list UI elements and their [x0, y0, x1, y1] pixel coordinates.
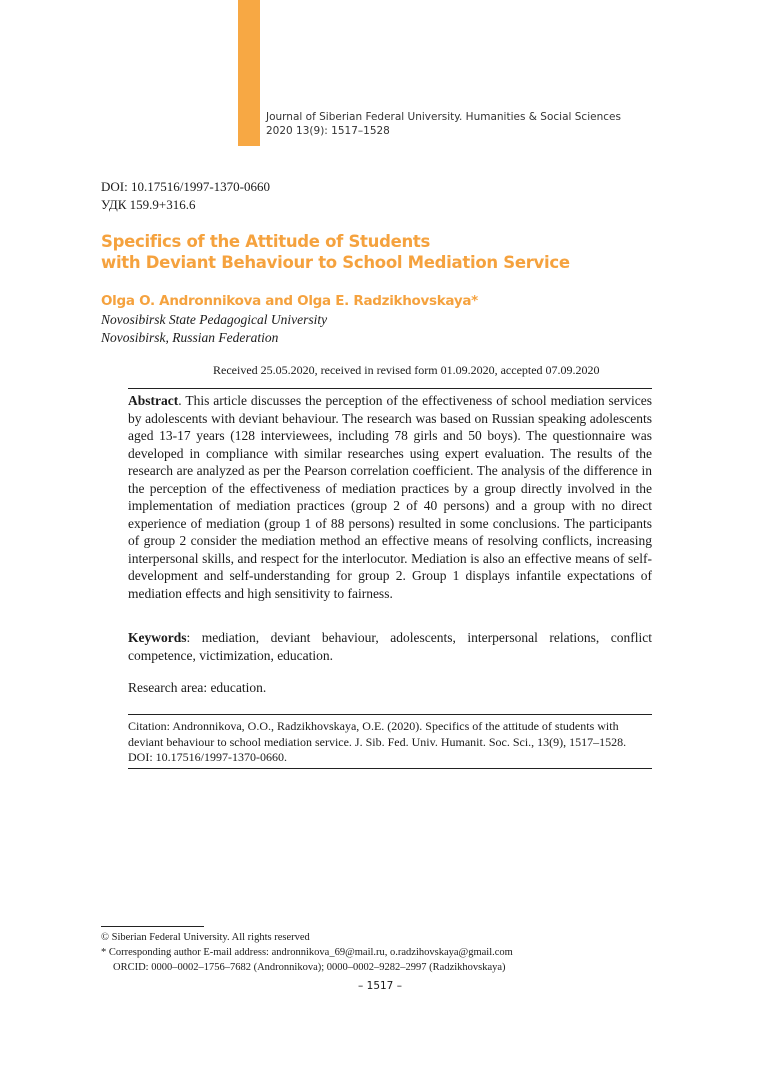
article-meta: [101, 178, 270, 214]
citation-line-2: deviant behaviour to school mediation service. J. Sib. Fed. Univ. Humanit. Soc. Sci., 13(9), 1517–1528.: [128, 734, 627, 749]
orcid-note: ORCID: 0000–0002–1756–7682 (Andronnikova); 0000–0002–9282–2997 (Radzikhovskaya): [113, 962, 506, 973]
corresponding-author-note: * Corresponding author E-mail address: andronnikova_69@mail.ru, o.radzihovskaya@gmail.com: [101, 947, 513, 958]
research-area: Research area: education.: [128, 680, 267, 695]
affiliation-university: Novosibirsk State Pedagogical University: [101, 312, 328, 327]
abstract-text: . This article discusses the perception of the effectiveness of school mediation services by adolescents with deviant behaviour. The research was based on Russian speaking adolescents aged 13-17 years (128 interviewees, including 78 girls and 50 boys). The questionnaire was developed in compliance with similar researches using expert evaluation. The results of the research are analyzed as per the Pearson correlation coefficient. The analysis of the difference in the perception of the effectiveness of mediation practices by a group directly involved in the implementation of mediation practices (group 2 of 40 persons) and a group with no direct experience of mediation (group 1 of 88 persons) resulted in some conclusions. The participants of group 2 consider the mediation method an effective means of resolving conflicts, increasing interpersonal skills, and respect for the interlocutor. Mediation is also an effective means of self-development and self-understanding for group 2. Group 1 displays infantile expectations of mediation effects and high sensitivity to fairness.: [128, 393, 652, 601]
received-dates: Received 25.05.2020, received in revised form 01.09.2020, accepted 07.09.2020: [213, 363, 600, 377]
authors: Olga O. Andronnikova and Olga E. Radzikhovskaya*: [101, 293, 478, 309]
citation-line-3: DOI: 10.17516/1997-1370-0660.: [128, 750, 287, 764]
udk: УДК 159.9+316.6: [101, 197, 196, 212]
affiliation: [101, 311, 327, 347]
journal-header: [266, 110, 621, 138]
journal-name: Journal of Siberian Federal University. Humanities & Social Sciences: [266, 111, 621, 123]
footnote-rule: [101, 926, 204, 927]
keywords: [128, 629, 652, 664]
article-title: [101, 231, 661, 273]
affiliation-location: Novosibirsk, Russian Federation: [101, 330, 279, 345]
keywords-label: Keywords: [128, 630, 187, 645]
footnotes: [101, 930, 661, 975]
keywords-text: : mediation, deviant behaviour, adolescents, interpersonal relations, conflict competence, victimization, education.: [128, 630, 652, 663]
abstract: [128, 392, 652, 602]
copyright-note: © Siberian Federal University. All rights reserved: [101, 932, 310, 943]
abstract-label: Abstract: [128, 393, 179, 408]
citation-bottom-rule: [128, 768, 652, 769]
page-number: – 1517 –: [358, 980, 402, 992]
title-line-1: Specifics of the Attitude of Students: [101, 232, 431, 251]
citation-top-rule: [128, 714, 652, 715]
title-line-2: with Deviant Behaviour to School Mediation Service: [101, 253, 570, 272]
abstract-top-rule: [128, 388, 652, 389]
journal-accent-bar: [238, 0, 260, 146]
doi: DOI: 10.17516/1997-1370-0660: [101, 179, 270, 194]
citation: [128, 719, 652, 766]
citation-line-1: Citation: Andronnikova, O.O., Radzikhovskaya, O.E. (2020). Specifics of the attitude of students with: [128, 719, 619, 733]
journal-issue: 2020 13(9): 1517–1528: [266, 125, 390, 137]
